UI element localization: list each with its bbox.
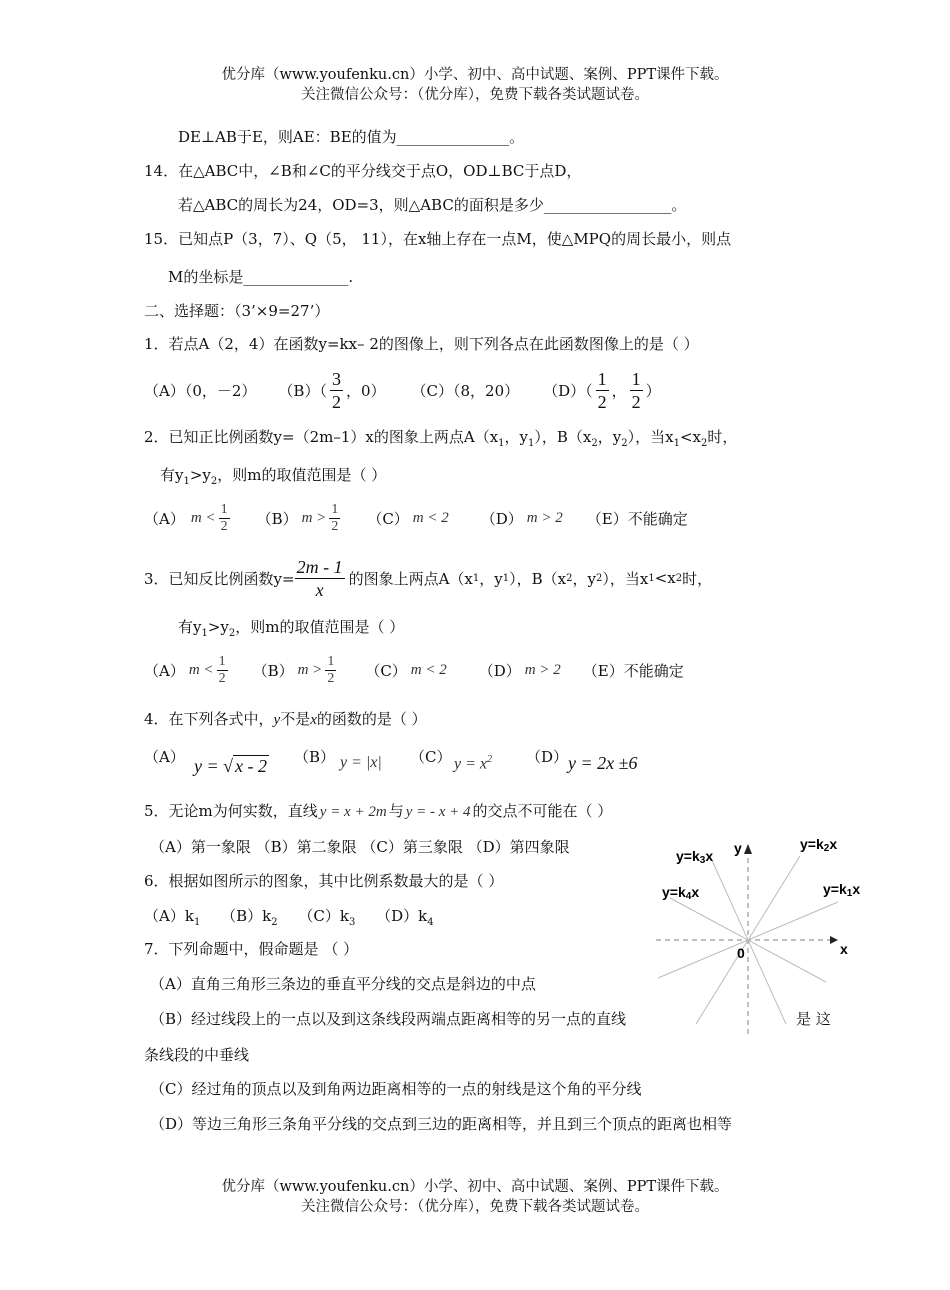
q6-options (144, 905, 434, 928)
q5-options: （A）第一象限 （B）第二象限 （C）第三象限 （D）第四象限 (150, 838, 570, 856)
y-axis-arrow (744, 844, 752, 854)
q3-option-c-label: （C） (365, 661, 407, 680)
q4-option-a-expr: y = √ x - 2 (194, 756, 268, 776)
q3-option-c-expr: m < 2 (410, 661, 447, 678)
q6-option-d: （D）k (376, 907, 428, 925)
section-2-title: 二、选择题：（3’×9=27’） (144, 302, 330, 320)
q2-sub: 1 (673, 438, 680, 449)
q1-d-fraction-2 (630, 368, 643, 413)
q4-option-c-expr (454, 754, 492, 773)
q14-line-1: 14．在△ABC中，∠B和∠C的平分线交于点O，OD⊥BC于点D， (144, 162, 582, 180)
q2-sub: 2 (591, 438, 598, 449)
q1-option-c: （C）（8，20） (411, 381, 520, 400)
q3-stem-part: ，y (479, 569, 503, 588)
q3-stem-part: ），当x (602, 569, 649, 588)
q1-option-b-fraction (330, 368, 343, 413)
q3-option-a-label: （A） (144, 661, 185, 680)
q2-sub: 2 (621, 438, 628, 449)
q14-line-2: 若△ABC的周长为24，OD=3，则△ABC的面积是多少_________________。 (178, 196, 687, 214)
q3-sub: 1 (648, 572, 655, 584)
q6-option-b: （B）k (221, 907, 272, 925)
q2-option-b-label: （B） (256, 509, 298, 528)
q4-c-sup: 2 (487, 754, 492, 765)
q3-options (144, 648, 684, 692)
q3-stem-part: ，y (572, 569, 596, 588)
q2-option-a-fraction (219, 502, 230, 535)
q5-stem-pre: 5．无论m为何实数，直线 (144, 802, 318, 820)
q3-sub: 1 (201, 628, 208, 639)
label-k2 (800, 836, 837, 854)
q4-a-radicand: x - 2 (235, 756, 268, 776)
q2-option-d-expr: m > 2 (526, 509, 563, 526)
q7-option-d: （D）等边三角形三条角平分线的交点到三边的距离相等，并且到三个顶点的距离也相等 (150, 1115, 733, 1133)
q2-options (144, 496, 688, 540)
k4-post: x (691, 884, 700, 900)
q2-option-d-label: （D） (480, 509, 523, 528)
q3-option-d-label: （D） (478, 661, 521, 680)
q3-a-den: 2 (218, 670, 226, 686)
q3-line2-mid: >y (207, 618, 229, 636)
q15-line-1: 15．已知点P（3，7）、Q（5， 11），在x轴上存在一点M，使△MPQ的周长最小，则点 (144, 230, 732, 248)
origin-label: 0 (737, 945, 745, 961)
q3-option-a-expr: m < (188, 661, 214, 678)
q1-option-d-pre: （D）（ (543, 381, 593, 400)
q2-option-c-expr: m < 2 (412, 509, 449, 526)
q4-stem-y: y (273, 712, 281, 728)
q6-option-a: （A）k (144, 907, 194, 925)
q2-stem-part: ，y (504, 428, 529, 446)
q5-stem (144, 800, 612, 821)
q4-stem-x: x (310, 712, 317, 728)
q2-sub: 1 (183, 476, 190, 487)
q1-d-num-2: 1 (631, 368, 641, 389)
q1-d-sep: ， (611, 381, 627, 400)
q4-option-d-expr: y = 2x ±6 (568, 753, 638, 773)
label-k4 (662, 884, 699, 902)
q6-sub: 1 (193, 917, 201, 928)
k4-sub: 4 (685, 891, 692, 902)
q3-frac-num: 2m - 1 (296, 556, 343, 577)
q2-stem (144, 426, 737, 449)
q2-stem-part: ），当x (627, 428, 674, 446)
q3-stem-part: ），B（x (509, 569, 567, 588)
q3-sub: 1 (472, 572, 480, 584)
q2-stem-end: 时， (707, 428, 738, 446)
k3-sub: 3 (699, 855, 706, 866)
q2-option-e: （E）不能确定 (586, 509, 688, 528)
q4-c-expr: y = x (454, 755, 487, 773)
label-k1 (823, 881, 860, 899)
q6-sub: 4 (427, 917, 434, 928)
q4-stem-pre: 4．在下列各式中， (144, 710, 274, 728)
label-k3 (676, 848, 713, 866)
q2-option-b-expr: m > (301, 509, 327, 526)
q7-option-b-part-2: 是 这 (796, 1010, 831, 1028)
q2-a-den: 2 (220, 518, 228, 534)
proportional-functions-graph (650, 828, 870, 1040)
q6-sub: 3 (348, 917, 356, 928)
q3-b-den: 2 (327, 670, 335, 686)
q5-stem-mid: 与 (388, 802, 404, 820)
q2-b-den: 2 (331, 518, 339, 534)
q4-a-pre: y = (194, 756, 224, 776)
k3-pre: y=k (676, 848, 700, 864)
k2-sub: 2 (823, 843, 830, 854)
q7-option-b-part-3: 条线段的中垂线 (144, 1046, 250, 1064)
q1-option-d-post: ） (645, 381, 661, 400)
q3-sub: 2 (566, 572, 573, 584)
q5-stem-end: 的交点不可能在（ ） (472, 802, 613, 820)
q2-a-num: 1 (220, 501, 228, 517)
q3-stem-end: 时， (682, 569, 713, 588)
q3-option-a-fraction (217, 654, 228, 687)
q1-option-b-pre: （B）（ (278, 381, 327, 400)
q2-option-a-label: （A） (144, 509, 185, 528)
q2-sub: 2 (210, 476, 218, 487)
q1-d-fraction-1 (596, 368, 609, 413)
k4-pre: y=k (662, 884, 686, 900)
q4-option-d-label: （D） (526, 748, 569, 766)
q1-options (144, 366, 661, 414)
q2-stem-part: ，y (597, 428, 622, 446)
q2-line2-pre: 有y (160, 466, 184, 484)
q3-sub: 2 (228, 628, 236, 639)
k2-post: x (829, 836, 838, 852)
q7-option-c: （C）经过角的顶点以及到角两边距离相等的一点的射线是这个角的平分线 (150, 1080, 642, 1098)
q1-d-den-2: 2 (631, 391, 641, 412)
q15-line-2: M的坐标是______________. (168, 268, 354, 286)
q2-line2-end: ，则m的取值范围是（ ） (217, 466, 387, 484)
x-axis-arrow (830, 936, 838, 944)
k1-post: x (852, 881, 861, 897)
q1-b-num: 3 (331, 368, 341, 389)
q3-line-2 (178, 616, 404, 639)
q5-line-2: y = - x + 4 (405, 804, 471, 820)
q7-option-b-part-1: （B）经过线段上的一点以及到这条线段两端点距离相等的另一点的直线 (150, 1010, 627, 1028)
q6-sub: 2 (271, 917, 278, 928)
header-line-1: 优分库（www.youfenku.cn）小学、初中、高中试题、案例、PPT课件下载。 (221, 67, 729, 83)
q3-b-num: 1 (327, 653, 335, 669)
q2-b-num: 1 (331, 501, 339, 517)
q3-stem-pre: 3．已知反比例函数y= (144, 569, 295, 588)
q3-line2-pre: 有y (178, 618, 202, 636)
q4-stem (144, 708, 427, 729)
q3-frac-den: x (315, 579, 324, 600)
q2-stem-pre: 2．已知正比例函数y=（2m–1）x的图象上两点A（x (144, 428, 499, 446)
q3-option-b-label: （B） (252, 661, 294, 680)
q4-option-c-label: （C） (410, 748, 452, 766)
q3-sub: 2 (675, 572, 683, 584)
q3-option-d-expr: m > 2 (524, 661, 561, 678)
q2-option-b-fraction (329, 502, 340, 535)
q1-option-a: （A）（0，－2） (144, 381, 257, 400)
q6-option-c: （C）k (298, 907, 349, 925)
q4-option-a-label: （A） (144, 748, 185, 766)
q1-b-den: 2 (331, 391, 341, 412)
q2-stem-part: ），B（x (534, 428, 592, 446)
q2-line2-mid: >y (189, 466, 211, 484)
y-axis-label: y (734, 840, 742, 856)
q3-stem (144, 554, 712, 602)
header-line-2: 关注微信公众号：（优分库），免费下载各类试题试卷。 (301, 87, 649, 103)
q2-option-c-label: （C） (367, 509, 409, 528)
q1-option-b-post: ，0） (345, 381, 386, 400)
q3-option-e: （E）不能确定 (582, 661, 684, 680)
x-axis-label: x (840, 941, 848, 957)
q4-option-b-label: （B） (294, 748, 336, 766)
k1-pre: y=k (823, 881, 847, 897)
q3-option-b-expr: m > (297, 661, 323, 678)
q2-sub: 1 (528, 438, 535, 449)
q1-d-den-1: 2 (597, 391, 607, 412)
q2-sub: 1 (498, 438, 505, 449)
q4-stem-end: 的函数的是（ ） (316, 710, 427, 728)
q3-option-b-fraction (325, 654, 336, 687)
q2-stem-part: <x (679, 428, 701, 446)
k3-post: x (705, 848, 714, 864)
q3-sub: 2 (595, 572, 603, 584)
q1-stem: 1．若点A（2，4）在函数y=kx– 2的图像上，则下列各点在此函数图像上的是（ ） (144, 335, 699, 353)
q6-stem: 6．根据如图所示的图象，其中比例系数最大的是（ ） (144, 872, 504, 890)
q3-stem-fraction (295, 556, 345, 601)
q3-line2-end: ，则m的取值范围是（ ） (235, 618, 405, 636)
q5-line-1: y = x + 2m (319, 804, 387, 820)
q2-sub: 2 (700, 438, 708, 449)
q7-stem: 7．下列命题中，假命题是 （ ） (144, 940, 359, 958)
q4-option-b-expr: y = |x| (340, 754, 382, 771)
q4-stem-mid: 不是 (280, 710, 311, 728)
footer-line-1: 优分库（www.youfenku.cn）小学、初中、高中试题、案例、PPT课件下载。 (221, 1179, 729, 1195)
q13-continuation: DE⊥AB于E，则AE：BE的值为_______________。 (178, 128, 525, 146)
q2-line-2 (160, 464, 386, 487)
q2-option-a-expr: m < (190, 509, 216, 526)
footer-line-2: 关注微信公众号：（优分库），免费下载各类试题试卷。 (301, 1199, 649, 1215)
q3-a-num: 1 (218, 653, 226, 669)
q3-stem-post: 的图象上两点A（x (348, 569, 473, 588)
k1-sub: 1 (846, 888, 853, 899)
q3-sub: 1 (502, 572, 510, 584)
q3-stem-part: <x (654, 569, 676, 587)
k2-pre: y=k (800, 836, 824, 852)
q7-option-a: （A）直角三角形三条边的垂直平分线的交点是斜边的中点 (150, 975, 536, 993)
q1-d-num-1: 1 (597, 368, 607, 389)
